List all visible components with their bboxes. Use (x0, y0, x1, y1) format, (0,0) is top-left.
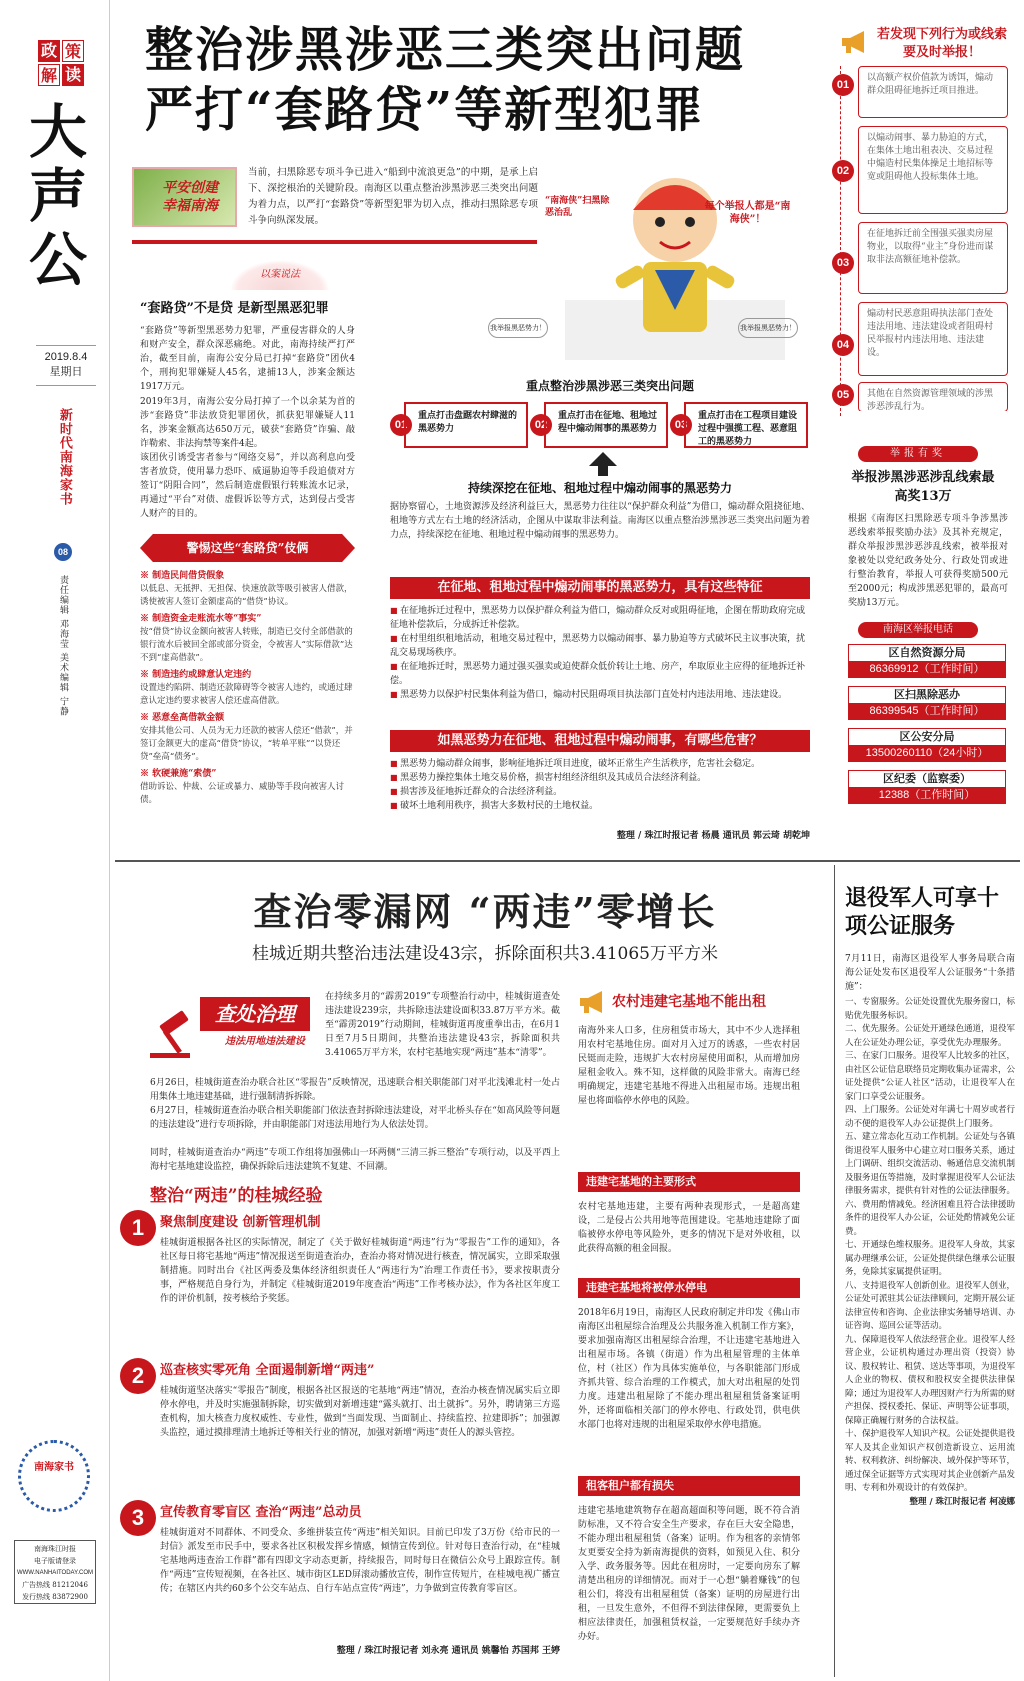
phone-entry: 区纪委（监察委） 12388（工作时间） (848, 770, 1006, 804)
megaphone-icon (578, 990, 608, 1014)
beware-item: ※ 恶意垒高借款金额 安排其他公司、人员为无力还款的被害人偿还“借款”，并签订金额更大的虚高“借贷”协议，“转单平账”“以贷还贷”垒高“债务”。 (140, 713, 353, 762)
editors: 责任编辑 邓海莹 美术编辑 宁静 (58, 575, 69, 717)
masthead-title: 大声公 (28, 98, 87, 294)
case-paragraph-1: “套路贷”等新型黑恶势力犯罪，严重侵害群众的人身和财产安全，群众深恶痛绝。对此，南海持续严打严治，截至目前，南海公安分局已打掉“套路贷”团伙4个，刑拘犯罪嫌疑人45名，逮捕13人，涉案金额达1917万元。 (140, 326, 355, 392)
badge-char-1: 政 (38, 40, 60, 62)
date: 2019.8.4 星期日 (44, 351, 88, 378)
veteran-item: 十、保护退役军人知识产权。公证处提供退役军人及其企业知识产权创造新设立、运用流转、权利救济、纠纷解决、域外保护等环节，通过保全证据等方式实现对其企业创新产品发明、专利和外观设计的有效保护。 (845, 1429, 1015, 1493)
rural-title: 农村违建宅基地不能出租 (612, 994, 766, 1010)
report-item: 以高额产权价值款为诱饵，煽动群众阻碍征地拆迁项目推进。 (858, 66, 1008, 118)
stamp-graphic: 查处治理 违法用地违法建设 (150, 995, 330, 1067)
cartoon-label-2: 每个举报人都是“南海侠”！ (704, 201, 791, 225)
feature-item: ■ 在征地拆迁过程中，黑恶势力以保护群众利益为借口，煽动群众反对或阻碍征地，企图在帮助政府完成征地补偿款后，分成拆迁补偿款。 (390, 604, 810, 632)
features-bar: 在征地、租地过程中煽动闹事的黑恶势力，具有这些特征 (390, 577, 810, 599)
form-paragraph: 农村宅基地违建，主要有两种表现形式，一是超高建设，二是侵占公共用地等范围建设。宅基地违建除了面临被停水停电等风险外，更多的情况下是对外收租，以此获得高额的租金回报。 (578, 1202, 800, 1254)
beware-item: ※ 制造资金走账流水等“事实” 按“借贷”协议金额向被害人转账，制造已交付全部借款的银行流水后被回全部或部分资金，令被害人“实际借款”达不到“虚高借款”。 (140, 614, 353, 663)
bottom-headline: 查治零漏网 “两违”零增长 (253, 889, 717, 934)
bottom-byline: 整理 / 珠江时报记者 刘永亮 通讯员 姚馨怡 苏国邦 王婷 (336, 1646, 560, 1656)
phone-entry: 区公安分局 13500260110（24小时） (848, 728, 1006, 762)
phone-list (848, 644, 1006, 844)
veteran-item: 五、建立常态化互动工作机制。公证处与各镇街退役军人服务中心建立对口服务关系，通过上门调研、组织交流活动、畅通信息交流机制及服务退伍等措施，及时掌握退役军人公证法律服务需求，提供有针对性的公证法律服务。 (845, 1132, 1015, 1196)
harm-item: ■ 破坏土地利用秩序，损害大多数村民的土地权益。 (390, 799, 810, 813)
nanhai-logo: 南海家书 (31, 1459, 77, 1493)
arrow-up-icon (589, 452, 617, 466)
bottom-info: 南海珠江时报 电子版请登录 WWW.NANHAITODAY.COM 广告热线 81212046 发行热线 83872900 (14, 1540, 96, 1604)
veteran-item: 六、费用酌情减免。经济困难且符合法律援助条件的退役军人办公证，公证处酌情减免公证费。 (845, 1199, 1015, 1237)
report-item: 在征地拆迁前全围强买强卖房屋物业，以取得“业主”身份进而谋取非法高额征地补偿款。 (858, 222, 1008, 294)
case-title: “套路贷”不是贷 是新型黑恶犯罪 (140, 301, 329, 316)
beware-item: ※ 软硬兼施“索债” 借助诉讼、仲裁、公证或暴力、威胁等手段向被害人讨债。 (140, 769, 345, 805)
case-paragraph-2: 2019年3月，南海公安分局打掉了一个以余某为首的涉“套路贷”非法放贷犯罪团伙，抓获犯罪嫌疑人11名，涉案金额高达650万元，破获“套路贷”诈骗、敲诈勒索、非法拘禁等案件4起。 (140, 397, 355, 449)
megaphone-icon (840, 30, 870, 54)
feature-item: ■ 在征地拆迁时，黑恶势力通过强买强卖或迫使群众低价转让土地、房产，牟取原业主应得的征地拆迁补偿。 (390, 660, 810, 688)
cut-title: 违建宅基地将被停水停电 (578, 1278, 800, 1298)
report-item: 煽动村民恶意阻碍执法部门查处违法用地、违法建设或者阻碍村民举报村内违法用地、违法建设。 (858, 302, 1008, 376)
headline-2: 严打“套路贷”等新型犯罪 (145, 82, 705, 138)
veteran-byline: 整理 / 珠江时报记者 柯凌娜 (909, 1496, 1015, 1507)
badge-char-3: 解 (38, 64, 60, 86)
phone-entry: 区自然资源分局 86369912（工作时间） (848, 644, 1006, 678)
photo-banner (132, 167, 237, 227)
reward-title: 举报涉黑涉恶涉乱线索最高奖13万 (851, 470, 995, 504)
persist-paragraph: 据协察留心，土地资源涉及经济利益巨大，黑恶势力往往以“保护群众利益”为借口，煽动群众阻挠征地、租地等方式左右土地的经济活动，企图从中谋取非法利益。南海区以重点整治涉黑涉恶三类突出问题为着力点，持续深挖在征地、租地过程中煽动闹事的黑恶势力。 (390, 502, 810, 540)
cartoon-label-1: “南海侠”扫黑除恶治乱 (545, 196, 610, 218)
phone-tag: 南海区举报电话 (858, 622, 978, 638)
speech-bubble-1: 我举报黑恶势力！ (488, 318, 548, 338)
fan-decoration: 以案说法 (230, 260, 330, 290)
harm-item: ■ 损害涉及征地拆迁群众的合法经济利益。 (390, 785, 810, 799)
tenant-paragraph: 违建宅基地建筑物存在超高超面积等问题，既不符合消防标准，又不符合安全生产要求，存在巨大安全隐患，不能办理出租屋租赁（备案）证明。作为租客的亲情邻友更要安全持为新南海提供的资料，如预见入住、积分入学、政务服务等。因此在租房时，一定要向房东了解清楚出租房的详细情况。而对于一心想“躺着赚钱”的包租公们，将没有出租屋租赁（备案）证明的房屋进行出租，一旦发生意外，不但得不到法律保障，更需要负上相应法律责任，加强租赁权益，一定要规范好手续办齐办好。 (578, 1506, 800, 1642)
veteran-item: 一、专窗服务。公证处设置优先服务窗口，标贴优先服务标识。 (845, 997, 1015, 1021)
reward-tag: 举报有奖 (858, 446, 978, 462)
experience-1: 1 聚焦制度建设 创新管理机制 桂城街道根据各社区的实际情况，制定了《关于做好桂城街道“两违”行为“零报告”工作的通知》，各社区每日将宅基地“两违”情况报送至街道查治办，查治办将对情况进行核查，情况属实，立即采取强制措施。同时出台《社区两委及集体经济组织责任人“两违行为”治理工作责任书》，要求按职责分事，严格规范自身行为，并制定《桂城街道2019年度查治“两违”工作考核办法》，作为各社区年度工作的评价机制，按考核给予奖惩。 (120, 1210, 565, 1330)
harm-bar: 如黑恶势力在征地、租地过程中煽动闹事，有哪些危害？ (390, 730, 810, 752)
report-list: 01 以高额产权价值款为诱饵，煽动群众阻碍征地拆迁项目推进。 02 以煽动闹事、暴力胁迫的方式，在集体土地出租表决、交易过程中煽造村民集体操足土地招标等宽或阻碍他人投标集体土地。 03 在征地拆迁前全围强买强卖房屋物业，以取得“业主”身份进而谋取非法高额征地补偿款。 04 煽动村民恶意阻碍执法部门查处违法用地、违法建设或者阻碍村民举报村内违法用地、违法建设。 05 其他在自然资源管理领域的涉黑涉恶涉乱行为。 (832, 66, 1012, 411)
issue-box-2: 02 重点打击在征地、租地过程中煽动闹事的黑恶势力 (530, 402, 668, 448)
veteran-list (845, 996, 1015, 1666)
beware-list (140, 570, 355, 840)
masthead-column (0, 0, 110, 1681)
photo-caption: 平安创建 幸福南海 (162, 180, 218, 214)
form-title: 违建宅基地的主要形式 (578, 1172, 800, 1192)
experience-title: 整治“两违”的桂城经验 (150, 1186, 323, 1206)
persist-title: 持续深挖在征地、租地过程中煽动闹事的黑恶势力 (467, 481, 732, 495)
veteran-item: 八、支持退役军人创新创业。退役军人创业，公证处可派驻其公证法律顾问，定期开展公证法律宣传和咨询、企业法律实务辅导培训、办证咨询、巡回公证等活动。 (845, 1280, 1015, 1331)
gavel-icon (150, 1009, 200, 1059)
experience-3: 3 宣传教育零盲区 查治“两违”总动员 桂城街道对不同群体、不同受众、多维拼装宣传“两违”相关知识。目前已印发了3万份《给市民的一封信》派发至市民手中，要求各社区积极发挥乡情感，倾情宣传到位。针对每日查治行动，在“桂城宅基地两违查治工作群”都有四即文字动态更新，持续报告，同时每日在微信公众号上跟踪宣传。制作“两违”宣传短视频，在各社区、城市街区LED屏滚动播放宣传，制作宣传短片，在桂城电视广播宣传；在辖区内共约60多个公交车站点、自行车站点宣传“两违”，力争做到宣传教育零盲区。 (120, 1500, 565, 1630)
veteran-item: 三、在家门口服务。退役军人比较多的社区，由社区公证信息联络员定期收集办证需求，公证处提供“公证人社区”活动，让退役军人在家门口享受公证服务。 (845, 1051, 1015, 1102)
tenant-title: 租客租户都有损失 (578, 1476, 800, 1496)
bottom-paragraph-1: 6月26日，桂城街道查治办联合社区“零报告”反映情况，迅速联合相关职能部门对平北浅滩北村一处占用集体土地违建基础，进行强制清拆拆除。 (150, 1078, 560, 1102)
report-title: 若发现下列行为或线索要及时举报！ (876, 27, 1007, 60)
bottom-paragraph-2: 6月27日，桂城街道查治办联合相关职能部门依法查封拆除违法建设，对平北桥头存在“如高风险等问题的违法建设”进行专项拆除，并由职能部门对违法用地行为人依法处罚。 (150, 1106, 560, 1130)
harm-item: ■ 黑恶势力煽动群众闹事，影响征地拆迁项目进度，破坏正常生产生活秩序，危害社会稳定。 (390, 757, 810, 771)
case-paragraph-3: 该团伙引诱受害者参与“网络交易”，并以高利息向受害者放贷，使用暴力恐吓、威逼胁迫等手段追债对方签订“阴阳合同”，然后制造虚假银行转账流水记录，再通过“平台”对债、虚假诉讼等方式，达到侵占受害人财产的目的。 (140, 453, 355, 519)
headline-1: 整治涉黑涉恶三类突出问题 (145, 22, 746, 78)
bottom-paragraph-3: 同时，桂城街道查治办“两违”专项工作组将加强佛山一环两侧“三清三拆三整治”专项行动，以及平西上海村宅基地建设监控，确保拆除后违法建筑不复建、不回潮。 (150, 1148, 560, 1172)
badge-char-4: 读 (62, 64, 84, 86)
intro-text: 当前，扫黑除恶专项斗争已进入“船到中流浪更急”的中期，是承上启下、深挖根治的关键阶段。南海区以重点整治涉黑涉恶三类突出问题为着力点，以严打“套路贷”等新型犯罪为切入点，推动扫黑除恶专项斗争向纵深发展。 (248, 167, 538, 226)
top-byline: 整理 / 珠江时报记者 杨晨 通讯员 郭云琦 胡乾坤 (616, 831, 810, 841)
page-number: 08 (54, 543, 72, 561)
feature-item: ■ 黑恶势力以保护村民集体利益为借口，煽动村民阻碍项目执法部门直处村内违法用地、违法建设。 (390, 688, 810, 702)
report-item: 以煽动闹事、暴力胁迫的方式，在集体土地出租表决、交易过程中煽造村民集体操足土地招标等宽或阻碍他人投标集体土地。 (858, 126, 1008, 214)
veteran-intro: 7月11日，南海区退役军人事务局联合南海公证处发布区退役军人公证服务“十条措施”： (845, 954, 1015, 992)
beware-title: 警惕这些“套路贷”伎俩 (186, 541, 309, 555)
veteran-title: 退役军人可享十项公证服务 (845, 885, 1000, 939)
veteran-item: 四、上门服务。公证处对年满七十周岁或者行动不便的退役军人办公证提供上门服务。 (845, 1105, 1015, 1129)
issue-box-3: 03 重点打击在工程项目建设过程中强揽工程、恶意阻工的黑恶势力 (670, 402, 808, 448)
speech-bubble-2: 我举报黑恶势力！ (738, 318, 798, 338)
bottom-subhead: 桂城近期共整治违法建设43宗，拆除面积共3.41065万平方米 (252, 944, 718, 964)
veteran-item: 二、优先服务。公证处开通绿色通道，退役军人在公证处办理公证，享受优先办理服务。 (845, 1024, 1015, 1048)
veteran-item: 七、开通绿色维权服务。退役军人身故，其家属办理继承公证，公证处提供绿色继承公证服务，免除其家属提供证明。 (845, 1240, 1015, 1277)
lead-paragraph: 在持续多月的“霹雳2019”专项整治行动中，桂城街道查处违法建设239宗，共拆除违法建设面积33.87万平方米。截至“霹雳2019”行动期间，桂城街道再度重拳出击，在6月1日至7月5日期间，共整治违法建设43宗，拆除面积共3.41065万平方米，农村宅基地实现“两违”基本“清零”。 (325, 992, 560, 1058)
feature-item: ■ 在村里组织租地活动，租地交易过程中，黑恶势力以煽动闹事、暴力胁迫等方式破坏民主议事决策，扰乱交易现场秩序。 (390, 632, 810, 660)
features-list (390, 604, 810, 724)
three-issues-title: 重点整治涉黑涉恶三类突出问题 (525, 379, 694, 393)
logo-ring (18, 1440, 90, 1512)
harm-item: ■ 黑恶势力操控集体土地交易价格，损害村组经济组织及其成员合法经济利益。 (390, 771, 810, 785)
report-item: 其他在自然资源管理领域的涉黑涉恶涉乱行为。 (858, 382, 1008, 411)
issue-box-1: 01 重点打击盘踞农村肆滋的黑恶势力 (390, 402, 528, 448)
slogan: 新时代南海家书 (56, 408, 72, 506)
harm-list (390, 757, 810, 827)
phone-entry: 区扫黑除恶办 86399545（工作时间） (848, 686, 1006, 720)
badge-char-2: 策 (62, 40, 84, 62)
beware-item: ※ 制造民间借贷假象 以低息、无抵押、无担保、快速放款等吸引被害人借款，诱使被害人签订金额虚高的“借贷”协议。 (140, 571, 353, 607)
veteran-item: 九、保障退役军人依法经营企业。退役军人经营企业，公证机构通过办理出资（投资）协议、股权转让、租赁、送达等事项，为退役军人企业的物权、债权和股权安全提供法律保障；通过为退役军人办理因财产行为所需的财产担保、授权委托、保证、声明等公证事项，保障正确履行财务的合法权益。 (845, 1334, 1015, 1426)
rural-paragraph: 南海外来人口多，住房租赁市场大，其中不少人选择租用农村宅基地住房。面对月入过万的诱惑，一些农村居民铤而走险，违规扩大农村房屋使用面积，从而增加房屋租金收入。殊不知，这样做的风险非常大。南海已经明确规定，违建宅基地不得进入出租屋市场。违规出租屋也将面临停水停电的风险。 (578, 1026, 800, 1106)
cut-paragraph: 2018年6月19日，南海区人民政府制定并印发《佛山市南海区出租屋综合治理及公共服务准入机制工作方案》，要求加强南海区出租屋综合治理，不让违建宅基地进入出租屋市场。各镇（街道）作为出租屋管理的主体单位，村（社区）作为具体实施单位，与各职能部门形成齐抓共管、综合治理的工作模式，加大对出租屋的处罚力度。违建出租屋除了不能办理出租屋租赁备案证明外，还将面临相关部门的停水停电、行政处罚，供电供水部门也将对违规的出租屋采取停水停电措施。 (578, 1308, 800, 1430)
experience-2: 2 巡查核实零死角 全面遏制新增“两违” 桂城街道坚决落实“零报告”制度，根据各社区报送的宅基地“两违”情况，查治办核查情况属实后立即停水停电，并及时实施强制拆除，切实做到对新增违建“露头就打、出土就拆”。另外，聘请第三方巡查机构，加大核查力度权威性、专业性，做到“当面发现、当面制止、持续监控、拉建即拆”；加强源头监控，通过摸排理清土地拆迁等相关行业的情况，加强对新增“两违”责任人的源头管控。 (120, 1358, 565, 1478)
beware-item: ※ 制造违约或肆意认定违约 设置违约陷阱、制造还款障碍等令被害人违约，或通过肆意认定违约要求被害人偿还虚高借款。 (140, 670, 353, 706)
reward-paragraph: 根据《南海区扫黑除恶专项斗争涉黑涉恶线索举报奖励办法》及其补充规定，群众举报涉黑涉恶涉乱线索，被举报对象被处以党纪政务处分、行政处罚或进行整治教育，举报人可获得奖励500元至2000元；构成涉黑恶犯罪的，最高可奖励13万元。 (848, 514, 1008, 608)
